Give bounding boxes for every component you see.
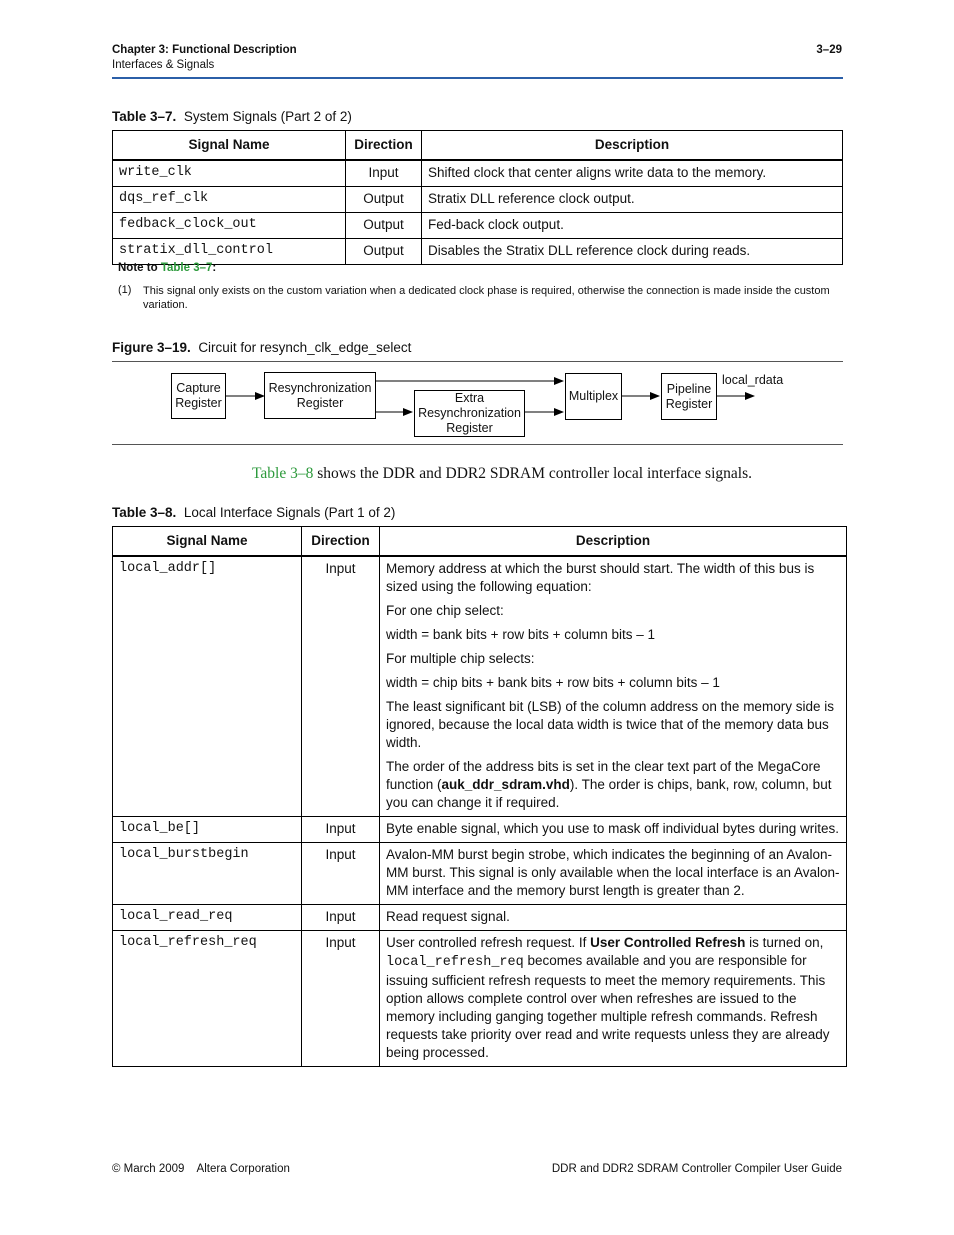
footer-copyright: © March 2009 Altera Corporation <box>112 1163 290 1175</box>
signal-name-cell: fedback_clock_out <box>113 212 346 238</box>
description-paragraph: width = chip bits + bank bits + row bits + column bits – 1 <box>386 674 720 690</box>
local-interface-signals-table <box>112 526 847 1067</box>
pipeline-register-line-2: Register <box>665 396 713 411</box>
column-header-description: Description <box>422 131 843 160</box>
signal-name-inline: local_refresh_req <box>386 954 524 970</box>
signal-name-cell: local_addr[] <box>113 556 302 817</box>
column-header-direction: Direction <box>346 131 422 160</box>
note-suffix: : <box>212 262 217 274</box>
direction-cell: Input <box>302 842 380 904</box>
extra-register-line-3: Register <box>446 421 493 435</box>
signal-name-cell: dqs_ref_clk <box>113 186 346 212</box>
running-header-chapter: Chapter 3: Functional Description <box>112 44 297 56</box>
description-paragraph: width = bank bits + row bits + column bits – 1 <box>386 626 656 642</box>
description-cell <box>380 930 847 1066</box>
extra-register-line-1: Extra <box>454 391 485 405</box>
column-header-signal-name: Signal Name <box>113 131 346 160</box>
direction-cell: Output <box>346 186 422 212</box>
signal-name-cell: local_burstbegin <box>113 842 302 904</box>
description-cell <box>380 556 847 817</box>
table-row <box>113 930 847 1066</box>
text-run: becomes available and you are responsible for issuing sufficient refresh requests to meet the memory requirements. This option allows complete control over when refreshes are issued to the memory including ganging together multiple refresh commands. Refresh requests take priority over read and write requests unless they are already being processed. <box>386 952 830 1060</box>
column-header-description: Description <box>380 527 847 556</box>
direction-cell: Input <box>346 160 422 187</box>
column-header-signal-name: Signal Name <box>113 527 302 556</box>
direction-cell: Output <box>346 212 422 238</box>
table-header-row <box>113 527 847 556</box>
column-header-direction: Direction <box>302 527 380 556</box>
note-number: (1) <box>118 284 132 296</box>
multiplex-label: Multiplex <box>568 389 619 403</box>
description-cell: Stratix DLL reference clock output. <box>422 186 843 212</box>
table-3-8-caption-text: Local Interface Signals (Part 1 of 2) <box>183 505 396 520</box>
description-paragraph: Memory address at which the burst should start. The width of this bus is sized using the following equation: <box>386 560 815 594</box>
description-paragraph: The least significant bit (LSB) of the column address on the memory side is ignored, because the local data width is twice that of the memory data bus width. <box>386 698 834 750</box>
local-rdata-label: local_rdata <box>722 373 784 387</box>
capture-register-line-1: Capture <box>176 381 221 395</box>
table-3-8-caption <box>112 505 395 520</box>
description-paragraph <box>386 758 840 812</box>
figure-3-19-caption-label: Figure 3–19. <box>112 340 191 355</box>
direction-cell: Input <box>302 930 380 1066</box>
signal-name-cell: stratix_dll_control <box>113 238 346 264</box>
table-row <box>113 904 847 930</box>
direction-cell: Input <box>302 556 380 817</box>
text-run: User controlled refresh request. If <box>386 934 591 950</box>
option-name-bold: User Controlled Refresh <box>590 934 746 950</box>
page-number: 3–29 <box>816 44 842 56</box>
direction-cell: Output <box>346 238 422 264</box>
signal-name-cell: local_be[] <box>113 816 302 842</box>
figure-3-19-caption-text: Circuit for resynch_clk_edge_select <box>198 340 412 355</box>
table-3-8-link[interactable]: Table 3–8 <box>252 465 314 482</box>
text-run: The order of the address bits is set in the clear text part of the MegaCore function ( <box>386 758 821 792</box>
extra-resynchronization-register-block <box>414 390 525 437</box>
body-paragraph <box>252 465 752 483</box>
signal-name-cell: local_refresh_req <box>113 930 302 1066</box>
table-3-7-link[interactable]: Table 3–7 <box>160 262 213 274</box>
table-row <box>113 816 847 842</box>
running-header-section: Interfaces & Signals <box>112 59 215 71</box>
pipeline-register-block <box>661 373 717 420</box>
resync-register-line-2: Register <box>296 395 344 410</box>
table-3-7-caption-text: System Signals (Part 2 of 2) <box>183 109 352 124</box>
table-3-7-caption-label: Table 3–7. <box>112 109 177 124</box>
description-cell: Byte enable signal, which you use to mask off individual bytes during writes. <box>380 816 847 842</box>
table-3-8-caption-label: Table 3–8. <box>112 505 177 520</box>
description-paragraph: For multiple chip selects: <box>386 650 535 666</box>
description-cell: Fed-back clock output. <box>422 212 843 238</box>
note-text: This signal only exists on the custom variation when a dedicated clock phase is required, otherwise the connection is made inside the custom variation. <box>143 285 830 311</box>
filename-bold: auk_ddr_sdram.vhd <box>441 776 570 792</box>
text-run: is turned on, <box>745 934 824 950</box>
signal-name-cell: write_clk <box>113 160 346 187</box>
extra-register-line-2: Resynchronization <box>418 406 521 420</box>
resynchronization-register-block <box>264 372 376 419</box>
direction-cell: Input <box>302 904 380 930</box>
direction-cell: Input <box>302 816 380 842</box>
description-paragraph: For one chip select: <box>386 602 504 618</box>
capture-register-line-2: Register <box>175 396 222 410</box>
table-row <box>113 842 847 904</box>
description-cell: Avalon-MM burst begin strobe, which indicates the beginning of an Avalon-MM burst. This signal is only available when the local interface is an Avalon-MM interface and the memory burst length is greater than 2. <box>380 842 847 904</box>
table-row <box>113 556 847 817</box>
description-cell: Disables the Stratix DLL reference clock during reads. <box>422 238 843 264</box>
pipeline-register-line-1: Pipeline <box>666 381 712 396</box>
text-run: ). The order is chips, bank, row, column, but you can change it if required. <box>386 776 832 810</box>
note-prefix: Note to <box>118 262 161 274</box>
multiplex-block <box>565 373 622 420</box>
description-cell: Shifted clock that center aligns write data to the memory. <box>422 160 843 187</box>
description-cell: Read request signal. <box>380 904 847 930</box>
signal-name-cell: local_read_req <box>113 904 302 930</box>
footer-document-title: DDR and DDR2 SDRAM Controller Compiler User Guide <box>551 1163 842 1175</box>
resync-register-line-1: Resynchronization <box>268 380 372 395</box>
body-paragraph-text: shows the DDR and DDR2 SDRAM controller local interface signals. <box>313 465 752 482</box>
capture-register-block <box>171 373 226 419</box>
